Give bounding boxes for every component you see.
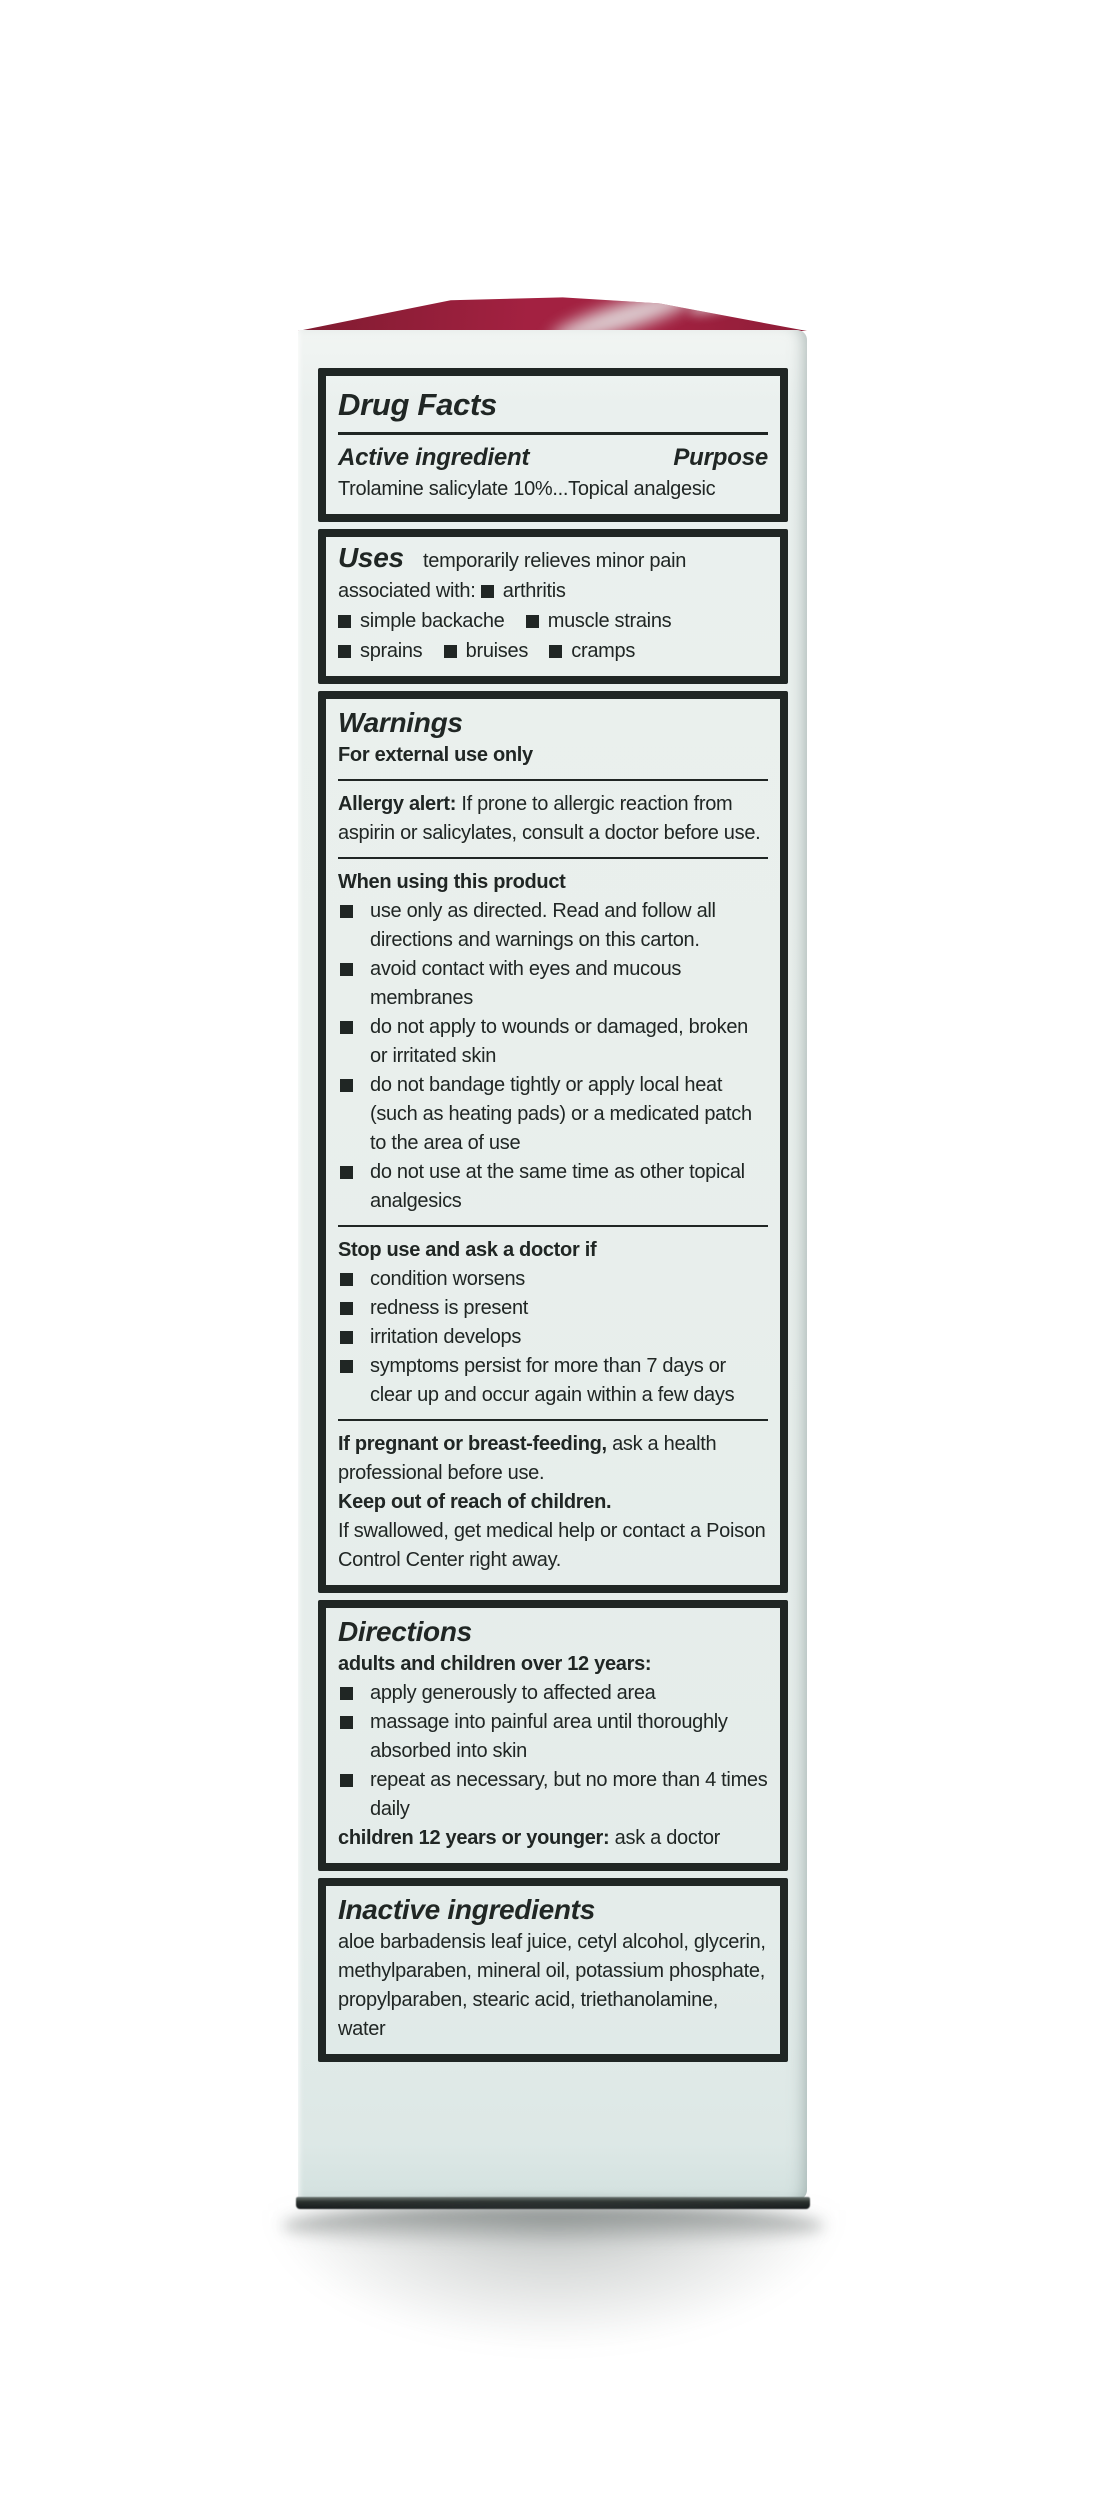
bullet-icon [481, 585, 494, 598]
section-inactive-ingredients [318, 1878, 788, 2062]
divider [338, 779, 768, 781]
active-ingredient-row [338, 441, 768, 475]
drug-facts-title: Drug Facts [338, 387, 497, 422]
uses-item [549, 640, 635, 662]
drop-shadow-soft [264, 2210, 844, 2350]
allergy-alert [338, 790, 768, 848]
list-item [338, 1352, 768, 1410]
keep-out-note: Keep out of reach of children. [338, 1491, 612, 1513]
uses-item-label: muscle strains [547, 610, 672, 632]
children-note-text: ask a doctor [614, 1827, 721, 1849]
active-ingredient-value: Trolamine salicylate 10%...Topical analgesic [338, 478, 716, 500]
pregnant-note-lead: If pregnant or breast-feeding, [338, 1433, 607, 1455]
bullet-icon [340, 1687, 353, 1700]
list-item [338, 955, 768, 1013]
pregnant-note [338, 1430, 768, 1488]
uses-item [481, 580, 566, 602]
stop-use-list [338, 1265, 768, 1410]
stop-use-heading: Stop use and ask a doctor if [338, 1239, 597, 1261]
uses-item [338, 610, 504, 632]
bullet-icon [340, 1273, 353, 1286]
divider [338, 1419, 768, 1421]
warnings-heading: Warnings [338, 707, 463, 738]
bullet-icon [340, 1021, 353, 1034]
bullet-icon [338, 615, 351, 628]
list-item-text: do not use at the same time as other topical analgesics [370, 1161, 745, 1212]
bullet-icon [340, 1774, 353, 1787]
children-note [338, 1824, 768, 1853]
list-item [338, 1265, 768, 1294]
list-item [338, 897, 768, 955]
list-item-text: apply generously to affected area [370, 1682, 656, 1704]
uses-item-label: sprains [360, 640, 423, 662]
bullet-icon [340, 1166, 353, 1179]
bullet-icon [340, 1331, 353, 1344]
list-item-text: use only as directed. Read and follow all directions and warnings on this carton. [370, 900, 716, 951]
section-directions [318, 1600, 788, 1871]
list-item [338, 1323, 768, 1352]
bullet-icon [340, 963, 353, 976]
list-item-text: condition worsens [370, 1268, 525, 1290]
uses-item [338, 640, 422, 662]
carton-side-panel [298, 330, 807, 2200]
uses-item-label: arthritis [502, 580, 566, 602]
section-uses [318, 529, 788, 684]
when-using-heading: When using this product [338, 871, 566, 893]
allergy-alert-lead: Allergy alert: [338, 793, 457, 815]
purpose-heading: Purpose [673, 444, 768, 471]
bullet-icon [549, 645, 562, 658]
when-using-list [338, 897, 768, 1216]
list-item [338, 1158, 768, 1216]
list-item [338, 1679, 768, 1708]
bullet-icon [338, 645, 351, 658]
list-item [338, 1708, 768, 1766]
drug-facts-label [318, 368, 788, 2062]
uses-heading: Uses [338, 542, 404, 573]
section-drug-facts-header [318, 368, 788, 522]
list-item [338, 1013, 768, 1071]
divider [338, 432, 768, 435]
list-item-text: irritation develops [370, 1326, 522, 1348]
list-item-text: avoid contact with eyes and mucous membranes [370, 958, 682, 1009]
directions-list [338, 1679, 768, 1824]
list-item-text: do not bandage tightly or apply local heat (such as heating pads) or a medicated patch to the area of use [370, 1074, 752, 1154]
list-item [338, 1766, 768, 1824]
swallowed-note: If swallowed, get medical help or contact a Poison Control Center right away. [338, 1520, 766, 1571]
bullet-icon [340, 1360, 353, 1373]
uses-item-label: cramps [571, 640, 636, 662]
directions-heading: Directions [338, 1616, 472, 1647]
bullet-icon [340, 905, 353, 918]
divider [338, 1225, 768, 1227]
blurred-brand-graphic-small [687, 296, 749, 319]
list-item-text: massage into painful area until thoroughly absorbed into skin [370, 1711, 728, 1762]
section-warnings [318, 691, 788, 1593]
uses-item [526, 610, 672, 632]
carton-top-face [298, 296, 807, 331]
children-note-lead: children 12 years or younger: [338, 1827, 610, 1849]
bullet-icon [340, 1079, 353, 1092]
bullet-icon [444, 645, 457, 658]
uses-item-label: simple backache [360, 610, 505, 632]
pregnant-note-text: ask a health professional before use. [338, 1433, 717, 1484]
list-item-text: repeat as necessary, but no more than 4 times daily [370, 1769, 768, 1820]
list-item [338, 1294, 768, 1323]
inactive-list-text: aloe barbadensis leaf juice, cetyl alcohol, glycerin, methylparaben, mineral oil, potassium phosphate, propylparaben, stearic acid, triethanolamine, water [338, 1931, 766, 2040]
bullet-icon [340, 1716, 353, 1729]
uses-text [338, 543, 768, 666]
inactive-heading: Inactive ingredients [338, 1894, 595, 1925]
bullet-icon [340, 1302, 353, 1315]
uses-item [444, 640, 528, 662]
list-item-text: redness is present [370, 1297, 529, 1319]
adults-heading: adults and children over 12 years: [338, 1653, 652, 1675]
external-use-note: For external use only [338, 744, 533, 766]
uses-item-label: bruises [465, 640, 529, 662]
divider [338, 857, 768, 859]
list-item-text: symptoms persist for more than 7 days or clear up and occur again within a few days [370, 1355, 735, 1406]
allergy-alert-text: If prone to allergic reaction from aspirin or salicylates, consult a doctor before use. [338, 793, 761, 844]
uses-intro: temporarily relieves minor pain associated with: [338, 550, 687, 602]
blurred-brand-graphic [547, 296, 698, 331]
list-item [338, 1071, 768, 1158]
active-ingredient-heading: Active ingredient [338, 444, 530, 471]
bullet-icon [526, 615, 539, 628]
list-item-text: do not apply to wounds or damaged, broken or irritated skin [370, 1016, 748, 1067]
